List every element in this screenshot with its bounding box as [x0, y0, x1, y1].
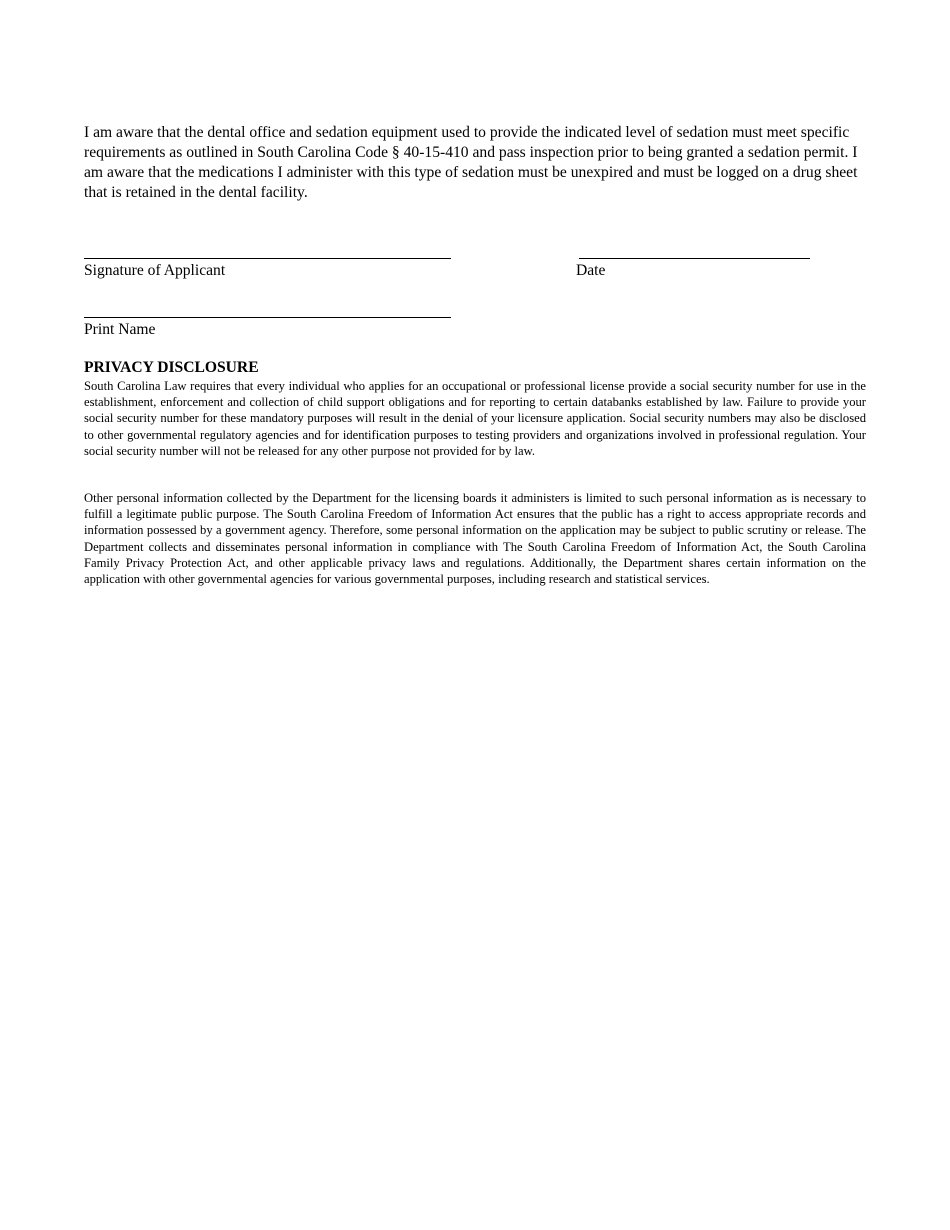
print-name-label: Print Name [84, 321, 156, 338]
privacy-paragraph-personal-info: Other personal information collected by the Department for the licensing boards it administers is limited to such personal information as is necessary to fulfill a legitimate public purpose. The South Carolina Freedom of Information Act ensures that the public has a right to access appropriate records and information possessed by a government agency. Therefore, some personal information on the application may be subject to public scrutiny or release. The Department collects and disseminates personal information in compliance with The South Carolina Freedom of Information Act, the South Carolina Family Privacy Protection Act, and other applicable privacy laws and regulations. Additionally, the Department shares certain information on the application with other governmental agencies for various governmental purposes, including research and statistical services. [84, 491, 866, 587]
privacy-paragraph-ssn: South Carolina Law requires that every individual who applies for an occupational or professional license provide a social security number for use in the establishment, enforcement and collection of child support obligations and for reporting to certain databanks established by law. Failure to provide your social security number for these mandatory purposes will result in the denial of your licensure application. Social security numbers may also be disclosed to other governmental regulatory agencies and for identification purposes to testing providers and organizations involved in professional regulation. Your social security number will not be released for any other purpose not provided for by law. [84, 379, 866, 458]
privacy-disclosure-heading: PRIVACY DISCLOSURE [84, 359, 259, 376]
signature-line[interactable] [84, 258, 451, 259]
date-line[interactable] [579, 258, 810, 259]
signature-label: Signature of Applicant [84, 262, 226, 279]
document-page [84, 0, 866, 1230]
acknowledgement-paragraph: I am aware that the dental office and sedation equipment used to provide the indicated level of sedation must meet specific requirements as outlined in South Carolina Code § 40-15-410 and pass inspection prior to being granted a sedation permit. I am aware that the medications I administer with this type of sedation must be unexpired and must be logged on a drug sheet that is retained in the dental facility. [84, 124, 858, 201]
print-name-line[interactable] [84, 317, 451, 318]
date-label: Date [576, 262, 606, 279]
